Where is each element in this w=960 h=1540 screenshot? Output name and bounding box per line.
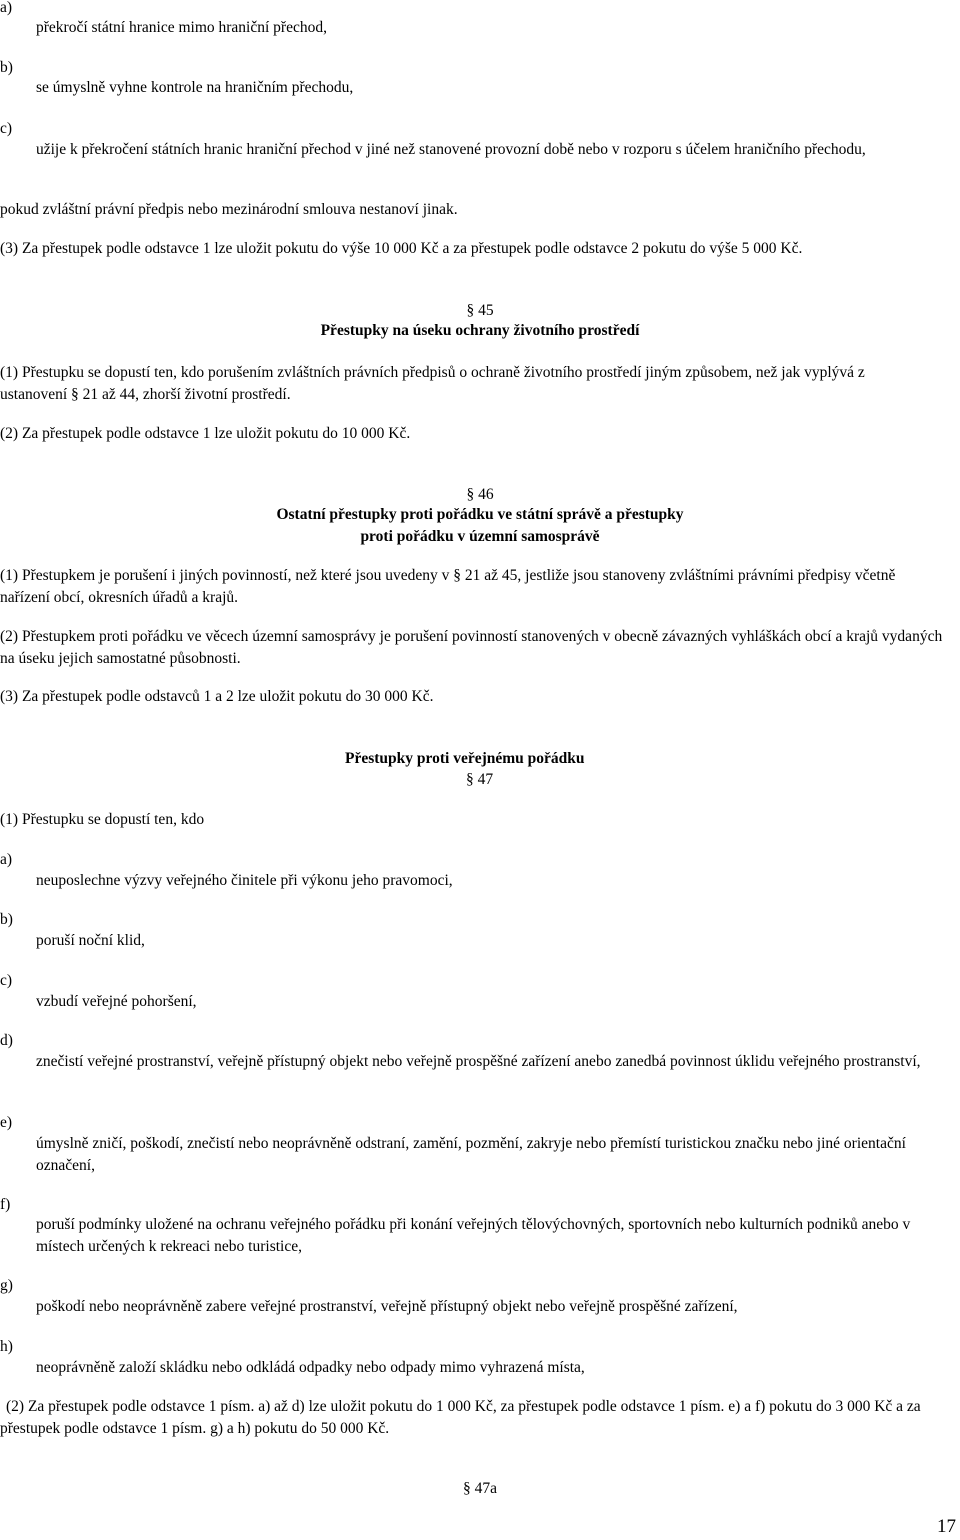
list-marker: h) [0,1338,13,1355]
list-marker: b) [0,911,13,928]
section-number: § 45 [466,302,494,319]
list-item-text: poruší podmínky uložené na ochranu veřejného pořádku při konání veřejných tělovýchovných, sportovních nebo kulturních podniků anebo v místech určených k rekreaci nebo turistice, [36,1216,911,1255]
list-marker: g) [0,1277,13,1294]
list-item-text: neuposlechne výzvy veřejného činitele při výkonu jeho pravomoci, [36,872,453,889]
list-marker: a) [0,0,13,16]
closing-text: pokud zvláštní právní předpis nebo mezinárodní smlouva nestanoví jinak. [0,201,458,218]
list-item-text: překročí státní hranice mimo hraniční přechod, [36,19,327,36]
paragraph: (2) Přestupkem proti pořádku ve věcech územní samosprávy je porušení povinností stanovených v obecně závazných vyhláškách obcí a krajů vydaných na úseku jejich samostatné působnosti. [0,628,943,667]
list-item-text: úmyslně zničí, poškodí, znečistí nebo neoprávněně odstraní, zamění, pozmění, zakryje nebo přemístí turistickou značku nebo jiné orientační označení, [36,1135,906,1174]
section-number: § 47a [463,1480,498,1497]
page-number: 17 [937,1516,956,1537]
list-item-text: poruší noční klid, [36,932,145,949]
list-marker: c) [0,120,13,137]
list-marker: f) [0,1196,11,1213]
section-heading: Přestupky proti veřejnému pořádku [345,750,585,767]
paragraph: (1) Přestupkem je porušení i jiných povinností, než které jsou uvedeny v § 21 až 45, jestliže jsou stanoveny zvláštními právními předpisy včetně nařízení obcí, okresních úřadů a krajů. [0,567,896,606]
section-number: § 46 [466,486,494,503]
list-item-text: užije k překročení státních hranic hraniční přechod v jiné než stanovené provozní době nebo v rozporu s účelem hraničního přechodu, [36,141,866,158]
section-title: proti pořádku v územní samosprávě [360,528,600,545]
paragraph: (2) Za přestupek podle odstavce 1 lze uložit pokutu do 10 000 Kč. [0,425,411,442]
paragraph: (2) Za přestupek podle odstavce 1 písm. a) až d) lze uložit pokutu do 1 000 Kč, za přestupek podle odstavce 1 písm. e) a f) pokutu do 3 000 Kč a za přestupek podle odstavce 1 písm. g) a h) pokutu do 50 000 Kč. [0,1398,921,1437]
list-item-text: znečistí veřejné prostranství, veřejně přístupný objekt nebo veřejně prospěšné zařízení anebo zanedbá povinnost úklidu veřejného prostranství, [36,1053,921,1070]
paragraph: (3) Za přestupek podle odstavce 1 lze uložit pokutu do výše 10 000 Kč a za přestupek podle odstavce 2 pokutu do výše 5 000 Kč. [0,240,803,257]
list-marker: a) [0,851,13,868]
list-item-text: poškodí nebo neoprávněně zabere veřejné prostranství, veřejně přístupný objekt nebo veřejně prospěšné zařízení, [36,1298,738,1315]
list-marker: d) [0,1032,13,1049]
paragraph-intro: (1) Přestupku se dopustí ten, kdo [0,811,205,828]
list-item-text: se úmyslně vyhne kontrole na hraničním přechodu, [36,79,354,96]
paragraph: (1) Přestupku se dopustí ten, kdo porušením zvláštních právních předpisů o ochraně životního prostředí jiným způsobem, než jak vyplývá z ustanovení § 21 až 44, zhorší životní prostředí. [0,364,865,403]
list-marker: c) [0,972,13,989]
section-number: § 47 [466,771,494,788]
list-marker: e) [0,1114,13,1131]
section-title: Přestupky na úseku ochrany životního prostředí [320,322,640,339]
list-item-text: vzbudí veřejné pohoršení, [36,993,197,1010]
list-item-text: neoprávněně založí skládku nebo odkládá odpadky nebo odpady mimo vyhrazená místa, [36,1359,585,1376]
paragraph: (3) Za přestupek podle odstavců 1 a 2 lze uložit pokutu do 30 000 Kč. [0,688,434,705]
list-marker: b) [0,59,13,76]
section-title: Ostatní přestupky proti pořádku ve státní správě a přestupky [276,506,684,523]
